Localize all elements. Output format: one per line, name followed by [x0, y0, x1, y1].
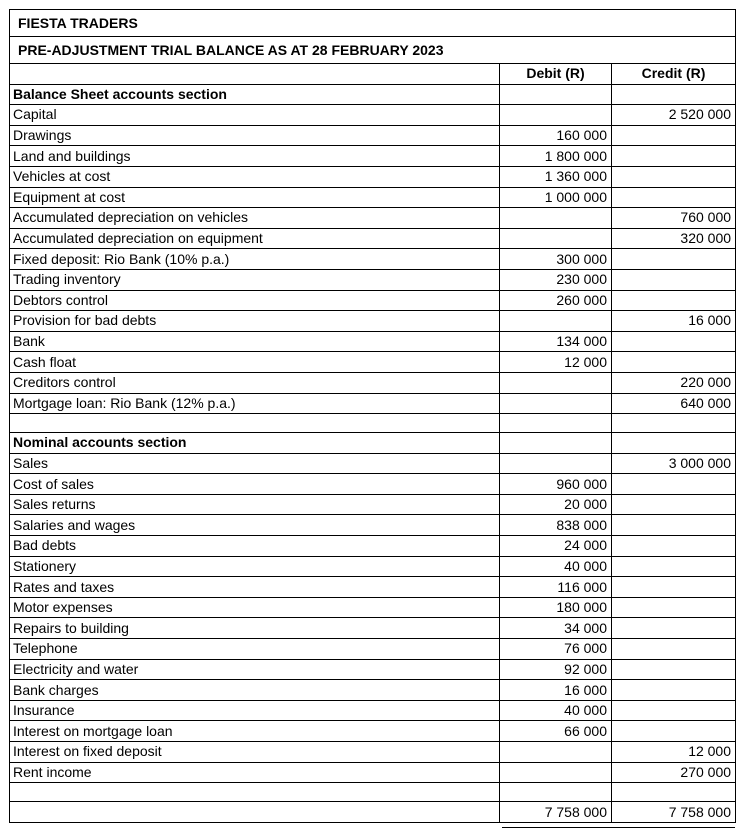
empty-cell [612, 783, 736, 802]
table-row [10, 762, 736, 783]
table-row [10, 659, 736, 680]
credit-amount [612, 515, 736, 536]
table-row [10, 125, 736, 146]
credit-amount [612, 618, 736, 639]
total-credit: 7 758 000 [612, 802, 736, 823]
account-name: Bank [10, 331, 500, 352]
nominal-section-heading: Nominal accounts section [10, 433, 500, 454]
blank-row [10, 414, 736, 433]
table-row [10, 311, 736, 332]
account-name: Salaries and wages [10, 515, 500, 536]
account-name: Creditors control [10, 372, 500, 393]
account-name: Sales returns [10, 494, 500, 515]
credit-amount: 2 520 000 [612, 105, 736, 126]
table-row [10, 474, 736, 495]
account-name: Stationery [10, 556, 500, 577]
nominal-section-heading-row [10, 433, 736, 454]
table-row [10, 680, 736, 701]
debit-amount: 66 000 [500, 721, 612, 742]
empty-cell [500, 414, 612, 433]
table-row [10, 700, 736, 721]
total-debit: 7 758 000 [500, 802, 612, 823]
statement-title: PRE-ADJUSTMENT TRIAL BALANCE AS AT 28 FEBRUARY 2023 [10, 37, 736, 64]
totals-label-cell [10, 802, 500, 823]
credit-amount [612, 639, 736, 660]
debit-amount: 1 800 000 [500, 146, 612, 167]
debit-amount [500, 742, 612, 763]
account-name: Cost of sales [10, 474, 500, 495]
account-name: Insurance [10, 700, 500, 721]
table-row [10, 618, 736, 639]
debit-amount [500, 208, 612, 229]
column-header-row [10, 64, 736, 85]
credit-amount: 12 000 [612, 742, 736, 763]
company-name: FIESTA TRADERS [10, 10, 736, 37]
credit-amount [612, 352, 736, 373]
debit-column-header: Debit (R) [500, 64, 612, 85]
account-name: Land and buildings [10, 146, 500, 167]
account-name: Cash float [10, 352, 500, 373]
table-row [10, 228, 736, 249]
credit-amount [612, 680, 736, 701]
table-row [10, 494, 736, 515]
table-row [10, 208, 736, 229]
table-row [10, 597, 736, 618]
debit-amount [500, 762, 612, 783]
table-row [10, 639, 736, 660]
credit-amount [612, 474, 736, 495]
empty-cell [612, 414, 736, 433]
empty-cell [612, 84, 736, 105]
debit-amount [500, 453, 612, 474]
table-row [10, 269, 736, 290]
table-row [10, 721, 736, 742]
credit-amount [612, 597, 736, 618]
debit-amount: 160 000 [500, 125, 612, 146]
credit-column-header: Credit (R) [612, 64, 736, 85]
debit-amount: 180 000 [500, 597, 612, 618]
totals-row [10, 802, 736, 823]
empty-cell [612, 433, 736, 454]
account-name: Drawings [10, 125, 500, 146]
table-row [10, 393, 736, 414]
account-name: Debtors control [10, 290, 500, 311]
debit-amount: 960 000 [500, 474, 612, 495]
empty-cell [500, 783, 612, 802]
trial-balance-table [9, 9, 736, 823]
blank-row [10, 783, 736, 802]
company-row [10, 10, 736, 37]
debit-amount: 20 000 [500, 494, 612, 515]
credit-amount: 16 000 [612, 311, 736, 332]
table-row [10, 146, 736, 167]
table-row [10, 105, 736, 126]
account-name: Accumulated depreciation on vehicles [10, 208, 500, 229]
table-row [10, 290, 736, 311]
credit-amount [612, 146, 736, 167]
debit-amount: 40 000 [500, 556, 612, 577]
debit-amount: 134 000 [500, 331, 612, 352]
account-name: Repairs to building [10, 618, 500, 639]
table-row [10, 577, 736, 598]
credit-amount: 760 000 [612, 208, 736, 229]
credit-amount [612, 249, 736, 270]
credit-amount [612, 700, 736, 721]
credit-amount [612, 494, 736, 515]
empty-cell [500, 433, 612, 454]
debit-amount [500, 228, 612, 249]
debit-amount: 260 000 [500, 290, 612, 311]
table-row [10, 372, 736, 393]
account-name: Sales [10, 453, 500, 474]
debit-amount: 12 000 [500, 352, 612, 373]
debit-amount: 16 000 [500, 680, 612, 701]
table-row [10, 249, 736, 270]
debit-amount [500, 311, 612, 332]
empty-cell [10, 783, 500, 802]
account-name: Electricity and water [10, 659, 500, 680]
debit-amount: 1 000 000 [500, 187, 612, 208]
credit-amount [612, 269, 736, 290]
debit-amount: 838 000 [500, 515, 612, 536]
credit-amount: 270 000 [612, 762, 736, 783]
credit-amount [612, 659, 736, 680]
credit-amount: 320 000 [612, 228, 736, 249]
table-row [10, 453, 736, 474]
empty-cell [10, 414, 500, 433]
account-name: Bank charges [10, 680, 500, 701]
account-name: Interest on mortgage loan [10, 721, 500, 742]
credit-amount [612, 556, 736, 577]
credit-amount [612, 721, 736, 742]
table-row [10, 536, 736, 557]
table-row [10, 742, 736, 763]
credit-amount [612, 331, 736, 352]
account-name: Fixed deposit: Rio Bank (10% p.a.) [10, 249, 500, 270]
credit-amount [612, 187, 736, 208]
account-name: Bad debts [10, 536, 500, 557]
debit-amount: 76 000 [500, 639, 612, 660]
table-row [10, 166, 736, 187]
table-row [10, 556, 736, 577]
balance-sheet-heading-row [10, 84, 736, 105]
account-name: Vehicles at cost [10, 166, 500, 187]
credit-amount: 220 000 [612, 372, 736, 393]
table-row [10, 331, 736, 352]
statement-title-row [10, 37, 736, 64]
balance-sheet-section-heading: Balance Sheet accounts section [10, 84, 500, 105]
debit-amount: 24 000 [500, 536, 612, 557]
debit-amount: 1 360 000 [500, 166, 612, 187]
debit-amount: 230 000 [500, 269, 612, 290]
table-row [10, 352, 736, 373]
debit-amount: 92 000 [500, 659, 612, 680]
debit-amount: 300 000 [500, 249, 612, 270]
credit-amount [612, 577, 736, 598]
debit-amount [500, 105, 612, 126]
credit-amount: 3 000 000 [612, 453, 736, 474]
account-name: Mortgage loan: Rio Bank (12% p.a.) [10, 393, 500, 414]
credit-amount [612, 536, 736, 557]
credit-amount [612, 166, 736, 187]
table-row [10, 187, 736, 208]
account-name: Provision for bad debts [10, 311, 500, 332]
trial-balance-sheet [9, 9, 735, 823]
empty-cell [500, 84, 612, 105]
account-name: Equipment at cost [10, 187, 500, 208]
table-row [10, 515, 736, 536]
account-name: Capital [10, 105, 500, 126]
debit-amount: 40 000 [500, 700, 612, 721]
account-name: Trading inventory [10, 269, 500, 290]
account-name: Telephone [10, 639, 500, 660]
credit-amount: 640 000 [612, 393, 736, 414]
account-name: Motor expenses [10, 597, 500, 618]
debit-amount [500, 372, 612, 393]
credit-amount [612, 125, 736, 146]
debit-amount [500, 393, 612, 414]
account-name: Rent income [10, 762, 500, 783]
debit-amount: 116 000 [500, 577, 612, 598]
account-name: Rates and taxes [10, 577, 500, 598]
credit-amount [612, 290, 736, 311]
account-name: Accumulated depreciation on equipment [10, 228, 500, 249]
debit-amount: 34 000 [500, 618, 612, 639]
account-column-header [10, 64, 500, 85]
account-name: Interest on fixed deposit [10, 742, 500, 763]
